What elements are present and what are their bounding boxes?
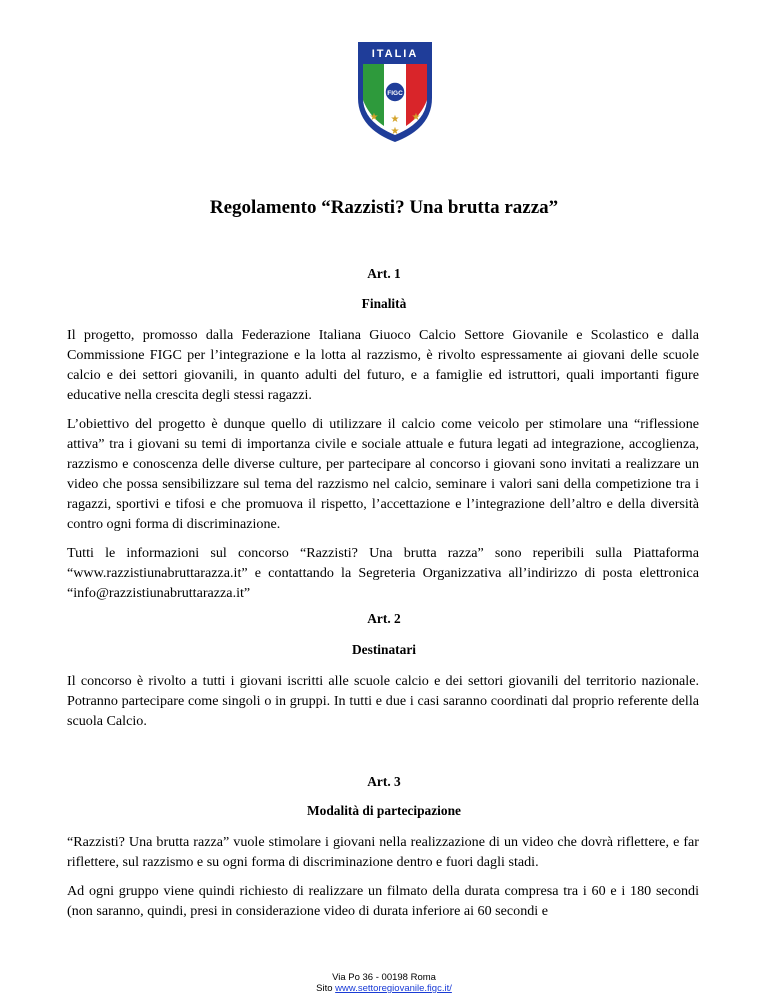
logo-italia-text: ITALIA	[371, 48, 419, 60]
footer-address: Via Po 36 - 00198 Roma	[332, 972, 436, 983]
figc-badge-text: FIGC	[387, 90, 403, 97]
article-1-paragraph-1: Il progetto, promosso dalla Federazione Italiana Giuoco Calcio Settore Giovanile e Scolastico e dalla Commissione FIGC per l’integrazione e la lotta al razzismo, è rivolto espressamente ai giovani delle scuole calcio e dei settori giovanili, in quanto adulti del futuro, e a famiglie ed istruttori, quali importanti figure educative nella crescita degli stessi ragazzi.	[67, 327, 699, 403]
star-icon: ★	[390, 126, 400, 137]
footer-site-link[interactable]: www.settoregiovanile.figc.it/	[335, 983, 452, 994]
article-1-heading: Finalità	[361, 296, 407, 311]
figc-italia-logo	[355, 40, 435, 144]
star-icon: ★	[369, 112, 379, 123]
article-2-number: Art. 2	[367, 611, 401, 626]
footer-site-label: Sito	[316, 983, 333, 994]
article-2-heading: Destinatari	[352, 642, 416, 657]
star-icon: ★	[411, 112, 421, 123]
document-title: Regolamento “Razzisti? Una brutta razza”	[209, 197, 559, 218]
article-3-number: Art. 3	[367, 774, 401, 789]
page-footer	[0, 972, 768, 994]
article-3-paragraph-2: Ad ogni gruppo viene quindi richiesto di realizzare un filmato della durata compresa tra i 60 e i 180 secondi (non saranno, quindi, presi in considerazione video di durata inferiore ai 60 secondi e	[67, 883, 699, 919]
article-1-paragraph-2: L’obiettivo del progetto è dunque quello di utilizzare il calcio come veicolo per stimolare una “riflessione attiva” tra i giovani su temi di importanza civile e sociale attuale e futura legati ad integrazione, accoglienza, razzismo e conoscenza delle diverse culture, per partecipare al concorso i giovani sono invitati a realizzare un video che possa sensibilizzare sul tema del razzismo nel calcio, seminare i valori sani della competizione tra i ragazzi, sportivi e tifosi e che promuova il rispetto, l’accettazione e l’integrazione dell’altro e della diversità contro ogni forma di discriminazione.	[67, 416, 699, 532]
article-1-paragraph-3: Tutti le informazioni sul concorso “Razzisti? Una brutta razza” sono reperibili sulla Piattaforma “www.razzistiunabruttarazza.it” e contattando la Segreteria Organizzativa all’indirizzo di posta elettronica “info@razzistiunabruttarazza.it”	[67, 545, 699, 601]
article-1-number: Art. 1	[367, 266, 401, 281]
article-2-paragraph: Il concorso è rivolto a tutti i giovani iscritti alle scuole calcio e dei settori giovanili del territorio nazionale. Potranno partecipare come singoli o in gruppi. In tutti e due i casi saranno coordinati dal proprio referente della scuola Calcio.	[67, 673, 699, 729]
article-3-paragraph-1: “Razzisti? Una brutta razza” vuole stimolare i giovani nella realizzazione di un video che dovrà riflettere, e far riflettere, sul razzismo e su ogni forma di discriminazione dentro e fuori dagli stadi.	[67, 834, 699, 870]
star-icon: ★	[390, 114, 400, 125]
article-3-heading: Modalità di partecipazione	[307, 803, 461, 818]
footer-site-line	[0, 983, 768, 994]
